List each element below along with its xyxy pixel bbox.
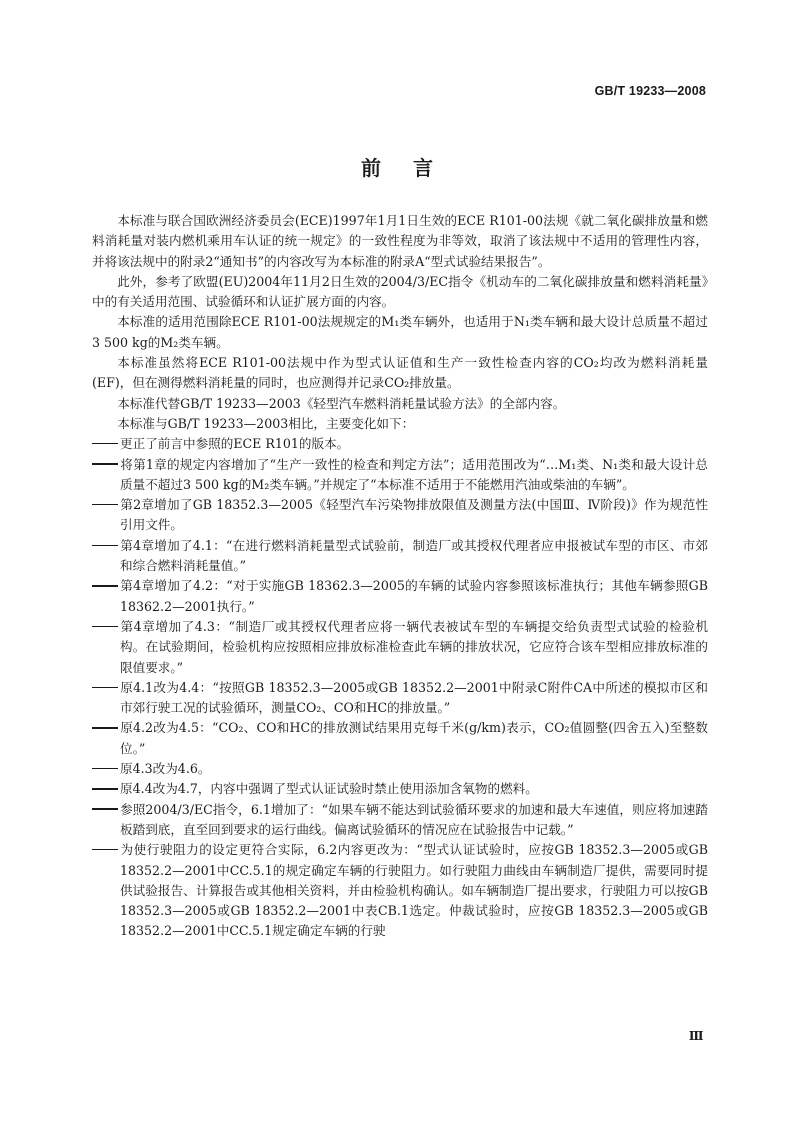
change-item <box>92 840 708 941</box>
change-text: 第4章增加了4.3：“制造厂或其授权代理者应将一辆代表被试车型的车辆提交给负责型式试验的检验机构。在试验期间，检验机构应按照相应排放标准检查此车辆的排放状况，它应符合该车型相应排放标准的限值要求。” <box>120 618 708 675</box>
paragraph-2: 此外，参考了欧盟(EU)2004年11月2日生效的2004/3/EC指令《机动车的二氧化碳排放量和燃料消耗量》中的有关适用范围、试验循环和认证扩展方面的内容。 <box>92 273 708 310</box>
paragraph-3: 本标准的适用范围除ECE R101-00法规规定的M₁类车辆外，也适用于N₁类车辆和最大设计总质量不超过3 500 kg的M₂类车辆。 <box>92 314 708 350</box>
change-text: 为使行驶阻力的设定更符合实际，6.2内容更改为：“型式认证试验时，应按GB 18352.3—2005或GB 18352.2—2001中CC.5.1的规定确定车辆的行驶阻力。如行驶阻力曲线由车辆制造厂提供，需要同时提供试验报告、计算报告或其他相关资料，并由检验机构确认。如车辆制造厂提出要求，行驶阻力可以按GB 18352.3—2005或GB 18352.2—2001中表CB.1选定。仲裁试验时，应按GB 18352.3—2005或GB 18352.2—2001中CC.5.1规定确定车辆的行驶 <box>120 842 708 939</box>
change-item <box>92 434 708 454</box>
change-text: 原4.3改为4.6。 <box>120 761 211 777</box>
dash-marker <box>92 576 120 596</box>
dash-marker <box>92 718 120 738</box>
change-text: 参照2004/3/EC指令，6.1增加了：“如果车辆不能达到试验循环要求的加速和最大车速值，则应将加速踏板踏到底，直至回到要求的运行曲线。偏离试验循环的情况应在试验报告中记载。” <box>120 801 708 837</box>
change-text: 原4.4改为4.7，内容中强调了型式认证试验时禁止使用添加含氧物的燃料。 <box>120 781 538 797</box>
change-item <box>92 495 708 536</box>
document-body <box>92 211 708 942</box>
change-item <box>92 718 708 759</box>
change-text: 原4.1改为4.4：“按照GB 18352.3—2005或GB 18352.2—2001中附录C附件CA中所述的模拟市区和市郊行驶工况的试验循环，测量CO₂、CO和HC的排放量。” <box>120 679 708 716</box>
dash-marker <box>92 434 120 454</box>
change-item <box>92 536 708 577</box>
change-text: 原4.2改为4.5：“CO₂、CO和HC的排放测试结果用克每千米(g/km)表示，CO₂值圆整(四舍五入)至整数位。” <box>120 720 708 756</box>
dash-marker <box>92 779 120 799</box>
change-item <box>92 576 708 617</box>
change-text: 更正了前言中参照的ECE R101的版本。 <box>120 436 350 452</box>
paragraph-6: 本标准与GB/T 19233—2003相比，主要变化如下： <box>117 415 415 431</box>
change-text: 第4章增加了4.1：“在进行燃料消耗量型式试验前，制造厂或其授权代理者应申报被试车型的市区、市郊和综合燃料消耗量值。” <box>120 537 708 574</box>
change-text: 第2章增加了GB 18352.3—2005《轻型汽车污染物排放限值及测量方法(中国Ⅲ、Ⅳ阶段)》作为规范性引用文件。 <box>120 497 708 533</box>
standard-code: GB/T 19233—2008 <box>594 84 706 98</box>
change-item <box>92 617 708 678</box>
paragraph-4: 本标准虽然将ECE R101-00法规中作为型式认证值和生产一致性检查内容的CO₂均改为燃料消耗量(EF)，但在测得燃料消耗量的同时，也应测得并记录CO₂排放量。 <box>92 355 708 391</box>
change-item <box>92 779 708 799</box>
page-number: Ⅲ <box>688 1029 704 1043</box>
dash-marker <box>92 840 120 860</box>
dash-marker <box>92 759 120 779</box>
dash-marker <box>92 800 120 820</box>
dash-marker <box>92 617 120 637</box>
paragraph-5: 本标准代替GB/T 19233—2003《轻型汽车燃料消耗量试验方法》的全部内容。 <box>117 395 566 411</box>
dash-marker <box>92 536 120 556</box>
change-text: 将第1章的规定内容增加了“生产一致性的检查和判定方法”；适用范围改为“…M₁类、N₁类和最大设计总质量不超过3 500 kg的M₂类车辆。”并规定了“本标准不适用于不能燃用汽油或柴油的车辆”。 <box>120 456 708 492</box>
dash-marker <box>92 455 120 475</box>
change-item <box>92 759 708 779</box>
change-text: 第4章增加了4.2：“对于实施GB 18362.3—2005的车辆的试验内容参照该标准执行；其他车辆参照GB 18362.2—2001执行。” <box>120 578 708 614</box>
dash-marker <box>92 495 120 515</box>
change-item <box>92 678 708 719</box>
change-item <box>92 455 708 496</box>
dash-marker <box>92 678 120 698</box>
page-title: 前言 <box>361 156 465 180</box>
change-item <box>92 800 708 841</box>
paragraph-1: 本标准与联合国欧洲经济委员会(ECE)1997年1月1日生效的ECE R101-00法规《就二氧化碳排放量和燃料消耗量对装内燃机乘用车认证的统一规定》的一致性程度为非等效，取消了该法规中不适用的管理性内容，并将该法规中的附录2“通知书”的内容改写为本标准的附录A“型式试验结果报告”。 <box>92 213 708 269</box>
